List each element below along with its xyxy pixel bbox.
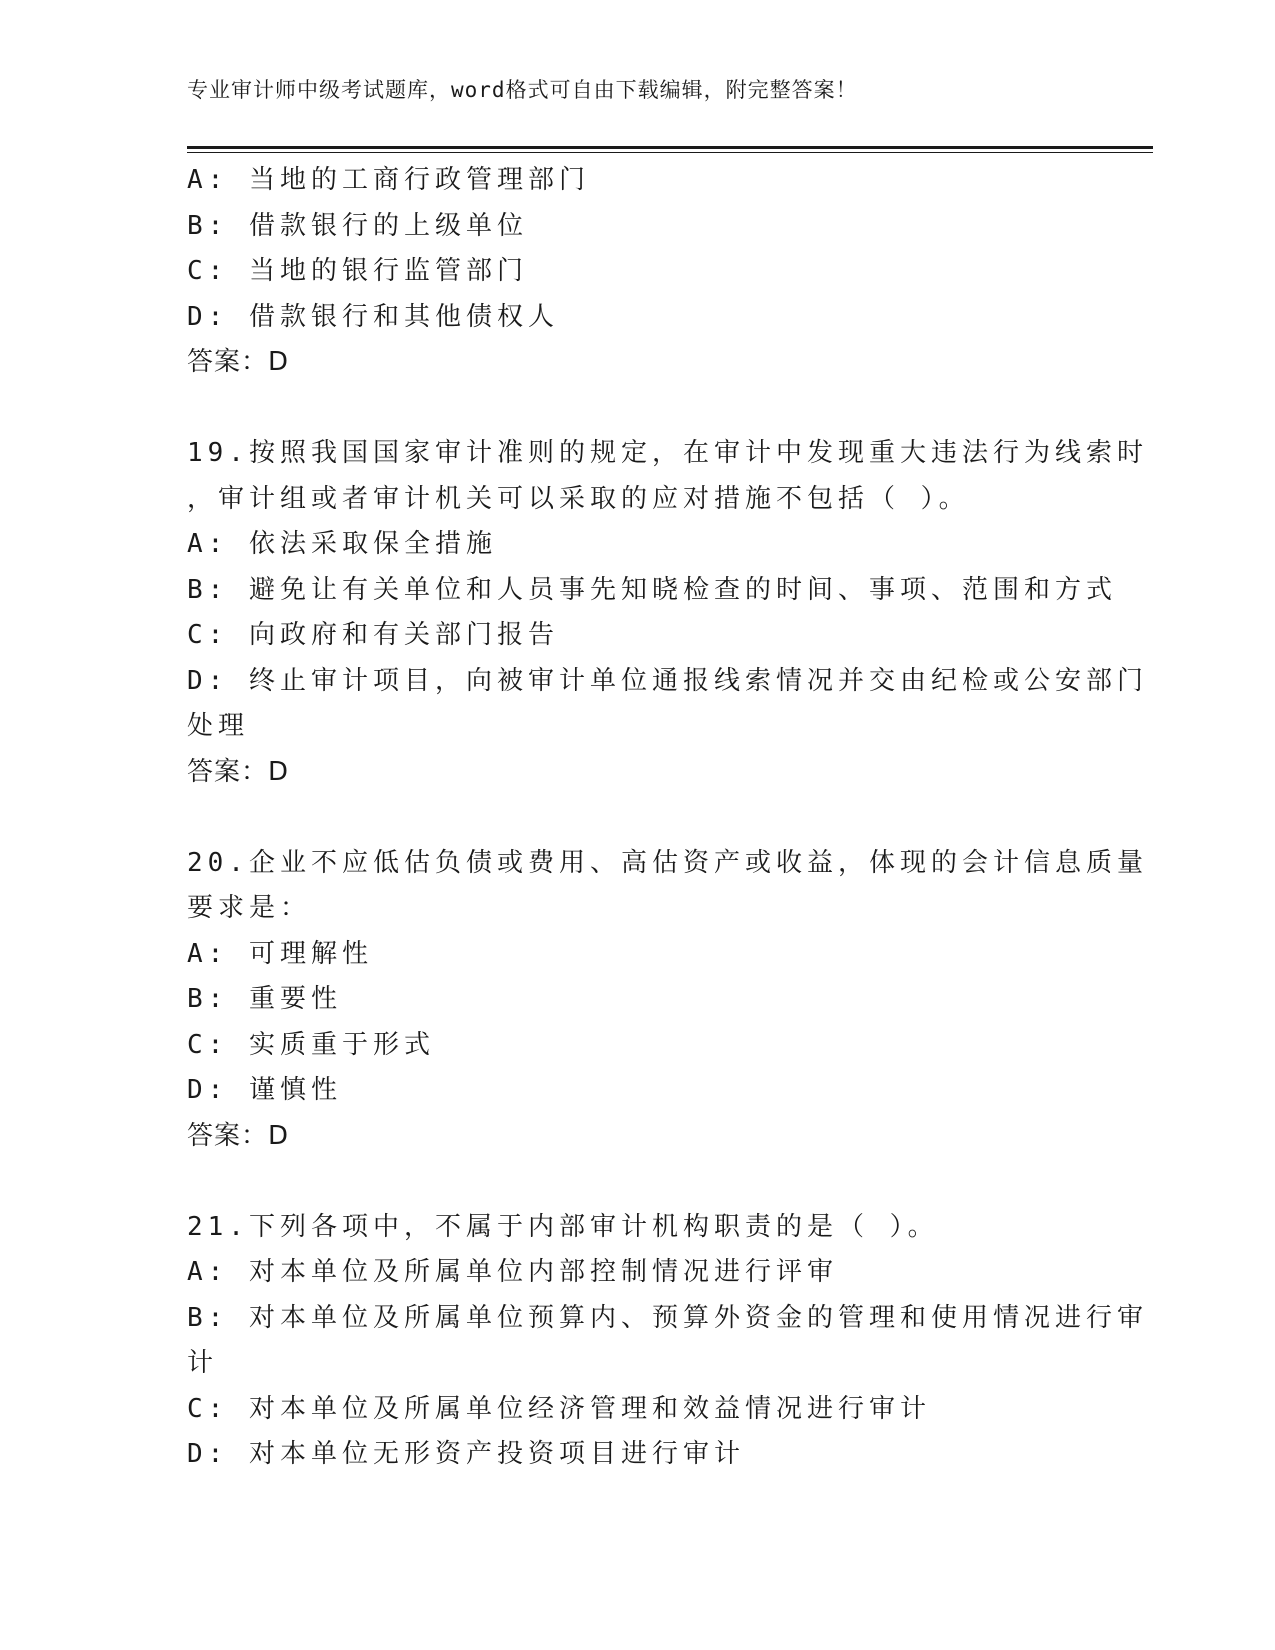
option-d: D: 终止审计项目，向被审计单位通报线索情况并交由纪检或公安部门 [187, 665, 1148, 696]
option-d: D: 对本单位无形资产投资项目进行审计 [187, 1439, 745, 1469]
option-b: B: 借款银行的上级单位 [187, 210, 528, 241]
question-text: 19.按照我国国家审计准则的规定，在审计中发现重大违法行为线索时 [187, 438, 1148, 468]
option-b: B: 对本单位及所属单位预算内、预算外资金的管理和使用情况进行审 [187, 1302, 1148, 1333]
header-rule-thick [187, 146, 1153, 149]
option-b: B: 重要性 [187, 984, 342, 1014]
answer-line: 答案：D [187, 347, 290, 377]
option-a: A: 对本单位及所属单位内部控制情况进行评审 [187, 1257, 838, 1287]
option-c: C: 当地的银行监管部门 [187, 256, 528, 286]
option-c: C: 向政府和有关部门报告 [187, 620, 559, 650]
block-spacer [187, 386, 1067, 432]
option-d-continued: 处理 [187, 711, 250, 741]
question-list [187, 158, 1148, 1478]
option-d: D: 谨慎性 [187, 1075, 342, 1105]
answer-line: 答案：D [187, 1120, 290, 1151]
option-a: A: 依法采取保全措施 [187, 529, 497, 559]
question-text: 20.企业不应低估负债或费用、高估资产或收益，体现的会计信息质量 [187, 847, 1148, 878]
option-c: C: 实质重于形式 [187, 1029, 435, 1060]
question-block [187, 158, 1067, 386]
block-spacer [187, 795, 1067, 841]
question-text: 21.下列各项中，不属于内部审计机构职责的是（ ）。 [187, 1211, 939, 1242]
answer-line: 答案：D [187, 756, 290, 787]
header-rule-thin [187, 152, 1153, 153]
block-spacer [187, 1159, 1067, 1205]
option-a: A: 可理解性 [187, 938, 373, 969]
option-b: B: 避免让有关单位和人员事先知晓检查的时间、事项、范围和方式 [187, 574, 1117, 605]
question-block [187, 1205, 1148, 1478]
question-block [187, 431, 1148, 795]
option-b-continued: 计 [187, 1348, 219, 1378]
option-a: A: 当地的工商行政管理部门 [187, 165, 590, 195]
question-text: ，审计组或者审计机关可以采取的应对措施不包括（ ）。 [187, 483, 970, 514]
option-c: C: 对本单位及所属单位经济管理和效益情况进行审计 [187, 1393, 931, 1424]
question-block [187, 841, 1148, 1160]
document-header: 专业审计师中级考试题库，word格式可自由下载编辑，附完整答案！ [187, 78, 858, 102]
question-text: 要求是： [187, 893, 312, 923]
option-d: D: 借款银行和其他债权人 [187, 301, 559, 332]
